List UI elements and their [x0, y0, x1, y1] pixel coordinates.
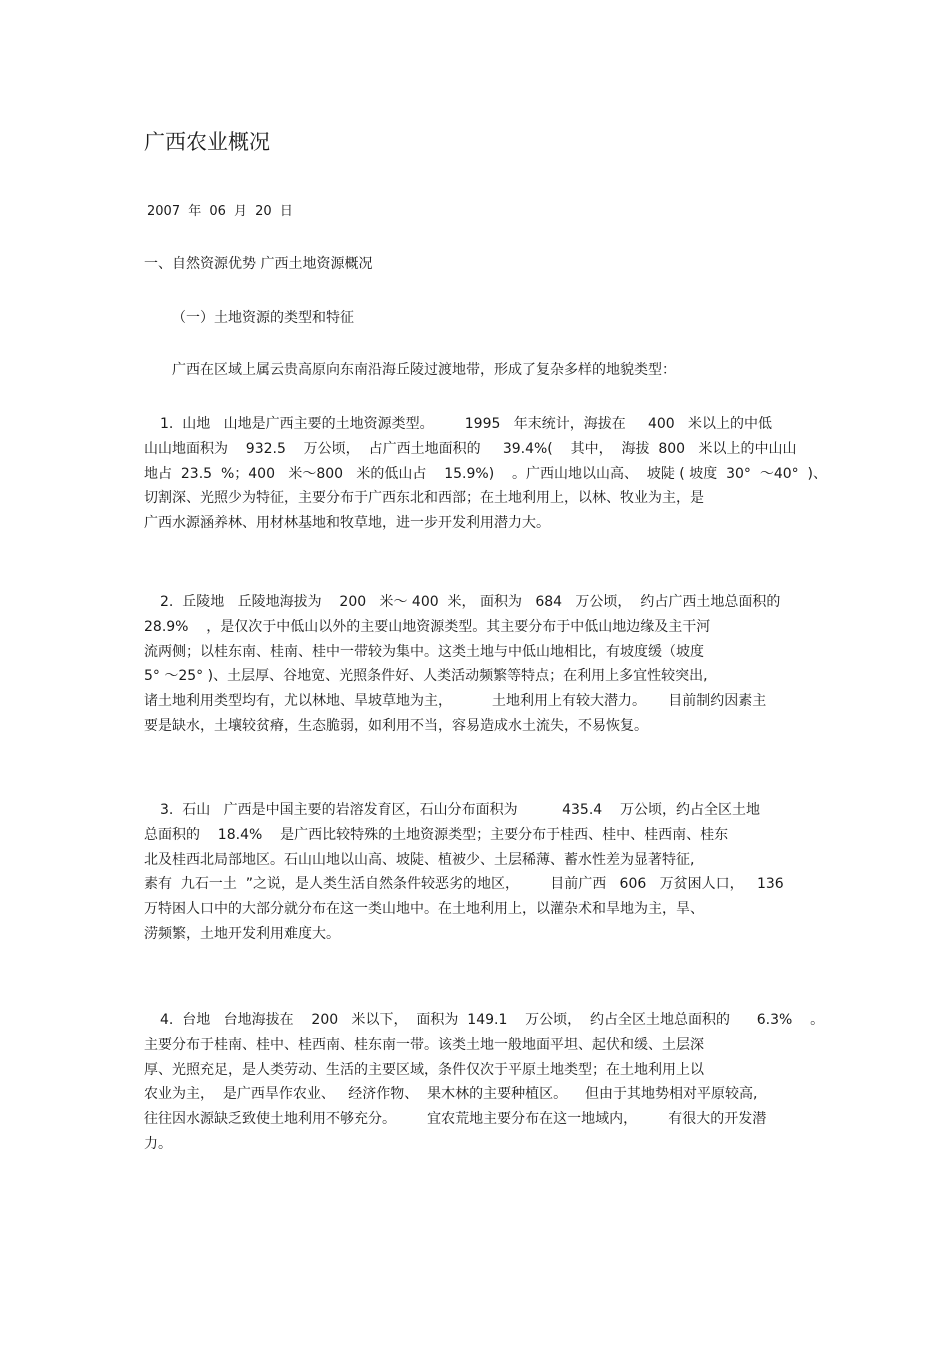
paragraph-tableland [144, 1008, 824, 1157]
paragraph-line: 2. 丘陵地 丘陵地海拔为 200 米～ 400 米， 面积为 684 万公顷， 约占广西土地总面积的 [160, 594, 781, 610]
paragraph-line: 厚、光照充足，是人类劳动、生活的主要区域，条件仅次于平原土地类型；在土地利用上以 [144, 1061, 704, 1078]
paragraph-line: 北及桂西北局部地区。石山山地以山高、坡陡、植被少、土层稀薄、蓄水性差为显著特征, [144, 851, 695, 868]
paragraph-line: 切割深、光照少为特征，主要分布于广西东北和西部；在土地利用上，以林、牧业为主，是 [144, 490, 704, 507]
paragraph-line: 山山地面积为 932.5 万公顷， 占广西土地面积的 39.4%( 其中， 海拔 800 米以上的中山山 [144, 440, 797, 457]
paragraph-line: 主要分布于桂南、桂中、桂西南、桂东南一带。该类土地一般地面平坦、起伏和缓、土层深 [144, 1036, 704, 1053]
paragraph-line: 往往因水源缺乏致使土地利用不够充分。 宜农荒地主要分布在这一地域内， 有很大的开发潜 [144, 1111, 767, 1128]
paragraph-line: 要是缺水，土壤较贫瘠，生态脆弱，如利用不当，容易造成水土流失，不易恢复。 [144, 717, 648, 734]
subsection-heading: （一）土地资源的类型和特征 [172, 310, 354, 326]
paragraph-line: 万特困人口中的大部分就分布在这一类山地中。在土地利用上，以灌杂术和旱地为主，旱、 [144, 901, 704, 918]
section-heading: 一、自然资源优势 广西土地资源概况 [144, 256, 373, 272]
paragraph-hill [144, 590, 824, 739]
paragraph-line: 广西水源涵养林、用材林基地和牧草地，进一步开发利用潜力大。 [144, 515, 550, 532]
paragraph-rocky-mountain [144, 798, 824, 947]
paragraph-line: 1. 山地 山地是广西主要的土地资源类型。 1995 年末统计，海拔在 400 米以上的中低 [160, 416, 773, 432]
paragraph-line: 涝频繁，土地开发利用难度大。 [144, 925, 340, 942]
publish-date: 2007 年 06 月 20 日 [147, 204, 293, 219]
paragraph-line: 农业为主， 是广西旱作农业、 经济作物、 果木林的主要种植区。 但由于其地势相对平原较高, [144, 1086, 758, 1103]
paragraph-line: 诸土地利用类型均有，尤以林地、旱坡草地为主， 土地利用上有较大潜力。 目前制约因素主 [144, 693, 767, 710]
paragraph-line: 素有 九石一土 ”之说，是人类生活自然条件较恶劣的地区， 目前广西 606 万贫困人口， 136 [144, 876, 784, 893]
page-title: 广西农业概况 [144, 130, 270, 154]
paragraph-line: 力。 [144, 1135, 172, 1152]
paragraph-line: 5° ～25° )、土层厚、谷地宽、光照条件好、人类活动频繁等特点；在利用上多宜性较突出, [144, 668, 708, 685]
paragraph-mountain [144, 412, 828, 536]
paragraph-line: 总面积的 18.4% 是广西比较特殊的土地资源类型；主要分布于桂西、桂中、桂西南、桂东 [144, 826, 729, 843]
paragraph-line: 4. 台地 台地海拔在 200 米以下， 面积为 149.1 万公顷， 约占全区土地总面积的 6.3% 。 [160, 1012, 825, 1028]
paragraph-line: 地占 23.5 %；400 米～800 米的低山占 15.9%) 。广西山地以山高、 坡陡 ( 坡度 30° ～40° )、 [144, 465, 828, 482]
paragraph-line: 流两侧；以桂东南、桂南、桂中一带较为集中。这类土地与中低山地相比，有坡度缓（坡度 [144, 643, 704, 660]
paragraph-line: 3. 石山 广西是中国主要的岩溶发育区，石山分布面积为 435.4 万公顷，约占全区土地 [160, 802, 760, 818]
paragraph-line: 28.9% ，是仅次于中低山以外的主要山地资源类型。其主要分布于中低山地边缘及主干河 [144, 618, 711, 635]
intro-paragraph: 广西在区域上属云贵高原向东南沿海丘陵过渡地带，形成了复杂多样的地貌类型： [172, 362, 676, 378]
